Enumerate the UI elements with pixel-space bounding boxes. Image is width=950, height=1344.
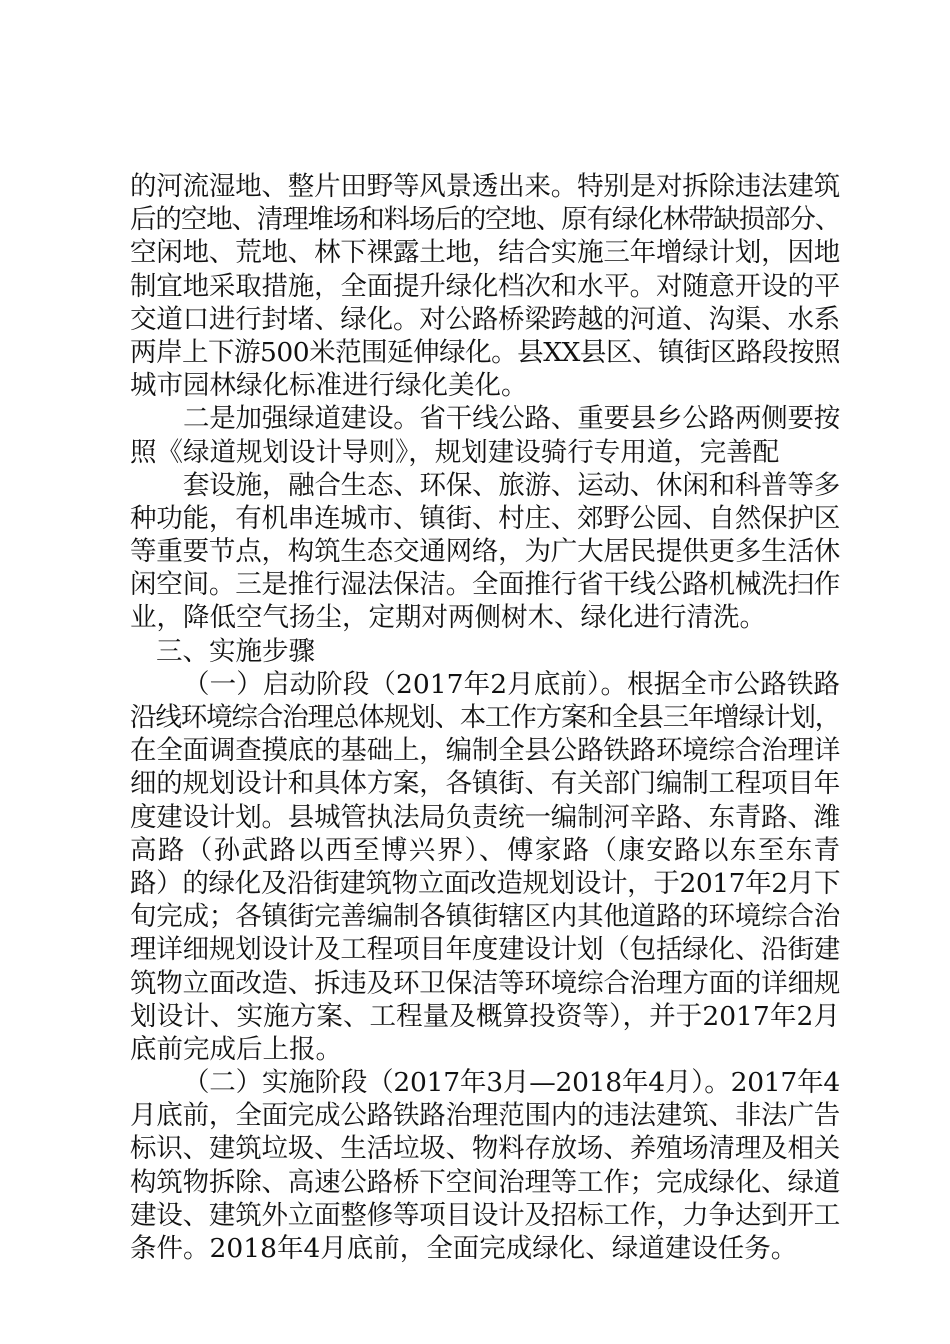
text-line: 路）的绿化及沿街建筑物立面改造规划设计，于2017年2月下	[130, 867, 840, 899]
text-line: 交道口进行封堵、绿化。对公路桥梁跨越的河道、沟渠、水系	[130, 303, 840, 335]
text-line: 旬完成；各镇街完善编制各镇街辖区内其他道路的环境综合治	[130, 901, 840, 933]
text-line: 业，降低空气扬尘，定期对两侧树木、绿化进行清洗。	[130, 602, 766, 634]
paragraph-first-line: （一）启动阶段（2017年2月底前）。根据全市公路铁路	[183, 668, 840, 700]
text-line: 种功能，有机串连城市、镇街、村庄、郊野公园、自然保护区	[130, 502, 840, 534]
text-line: 等重要节点，构筑生态交通网络，为广大居民提供更多生活休	[130, 536, 840, 568]
text-line: 制宜地采取措施，全面提升绿化档次和水平。对随意开设的平	[130, 270, 840, 302]
text-line: 城市园林绿化标准进行绿化美化。	[130, 370, 528, 402]
section-heading: 三、实施步骤	[156, 635, 315, 667]
text-line: 底前完成后上报。	[130, 1033, 342, 1065]
text-line: 细的规划设计和具体方案，各镇街、有关部门编制工程项目年	[130, 768, 840, 800]
paragraph-first-line: 套设施，融合生态、环保、旅游、运动、休闲和科普等多	[183, 469, 840, 501]
text-line: 度建设计划。县城管执法局负责统一编制河辛路、东青路、潍	[130, 801, 840, 833]
text-line: 照《绿道规划设计导则》，规划建设骑行专用道，完善配	[130, 436, 780, 468]
paragraph-first-line: （二）实施阶段（2017年3月—2018年4月）。2017年4	[183, 1067, 840, 1099]
text-line: 建设、建筑外立面整修等项目设计及招标工作，力争达到开工	[130, 1199, 840, 1231]
text-line: 筑物立面改造、拆违及环卫保洁等环境综合治理方面的详细规	[130, 967, 840, 999]
text-line: 后的空地、清理堆场和料场后的空地、原有绿化林带缺损部分、	[130, 204, 840, 236]
text-line: 高路（孙武路以西至博兴界）、傅家路（康安路以东至东青	[130, 834, 840, 866]
document-body	[130, 170, 840, 1265]
text-line: 理详细规划设计及工程项目年度建设计划（包括绿化、沿街建	[130, 934, 840, 966]
text-line: 两岸上下游500米范围延伸绿化。县XX县区、镇街区路段按照	[130, 336, 840, 368]
text-line: 条件。2018年4月底前，全面完成绿化、绿道建设任务。	[130, 1233, 798, 1264]
text-line: 空闲地、荒地、林下裸露土地，结合实施三年增绿计划，因地	[130, 237, 840, 269]
text-line: 沿线环境综合治理总体规划、本工作方案和全县三年增绿计划，	[130, 702, 840, 733]
text-line: 闲空间。三是推行湿法保洁。全面推行省干线公路机械洗扫作	[130, 569, 840, 601]
text-line: 构筑物拆除、高速公路桥下空间治理等工作；完成绿化、绿道	[130, 1166, 840, 1198]
text-line: 月底前，全面完成公路铁路治理范围内的违法建筑、非法广告	[130, 1100, 840, 1132]
text-line: 划设计、实施方案、工程量及概算投资等），并于2017年2月	[130, 1000, 840, 1032]
text-line: 在全面调查摸底的基础上，编制全县公路铁路环境综合治理详	[130, 735, 840, 767]
text-line: 标识、建筑垃圾、生活垃圾、物料存放场、养殖场清理及相关	[130, 1133, 840, 1165]
text-line: 的河流湿地、整片田野等风景透出来。特别是对拆除违法建筑	[130, 171, 840, 202]
paragraph-first-line: 二是加强绿道建设。省干线公路、重要县乡公路两侧要按	[183, 403, 840, 435]
